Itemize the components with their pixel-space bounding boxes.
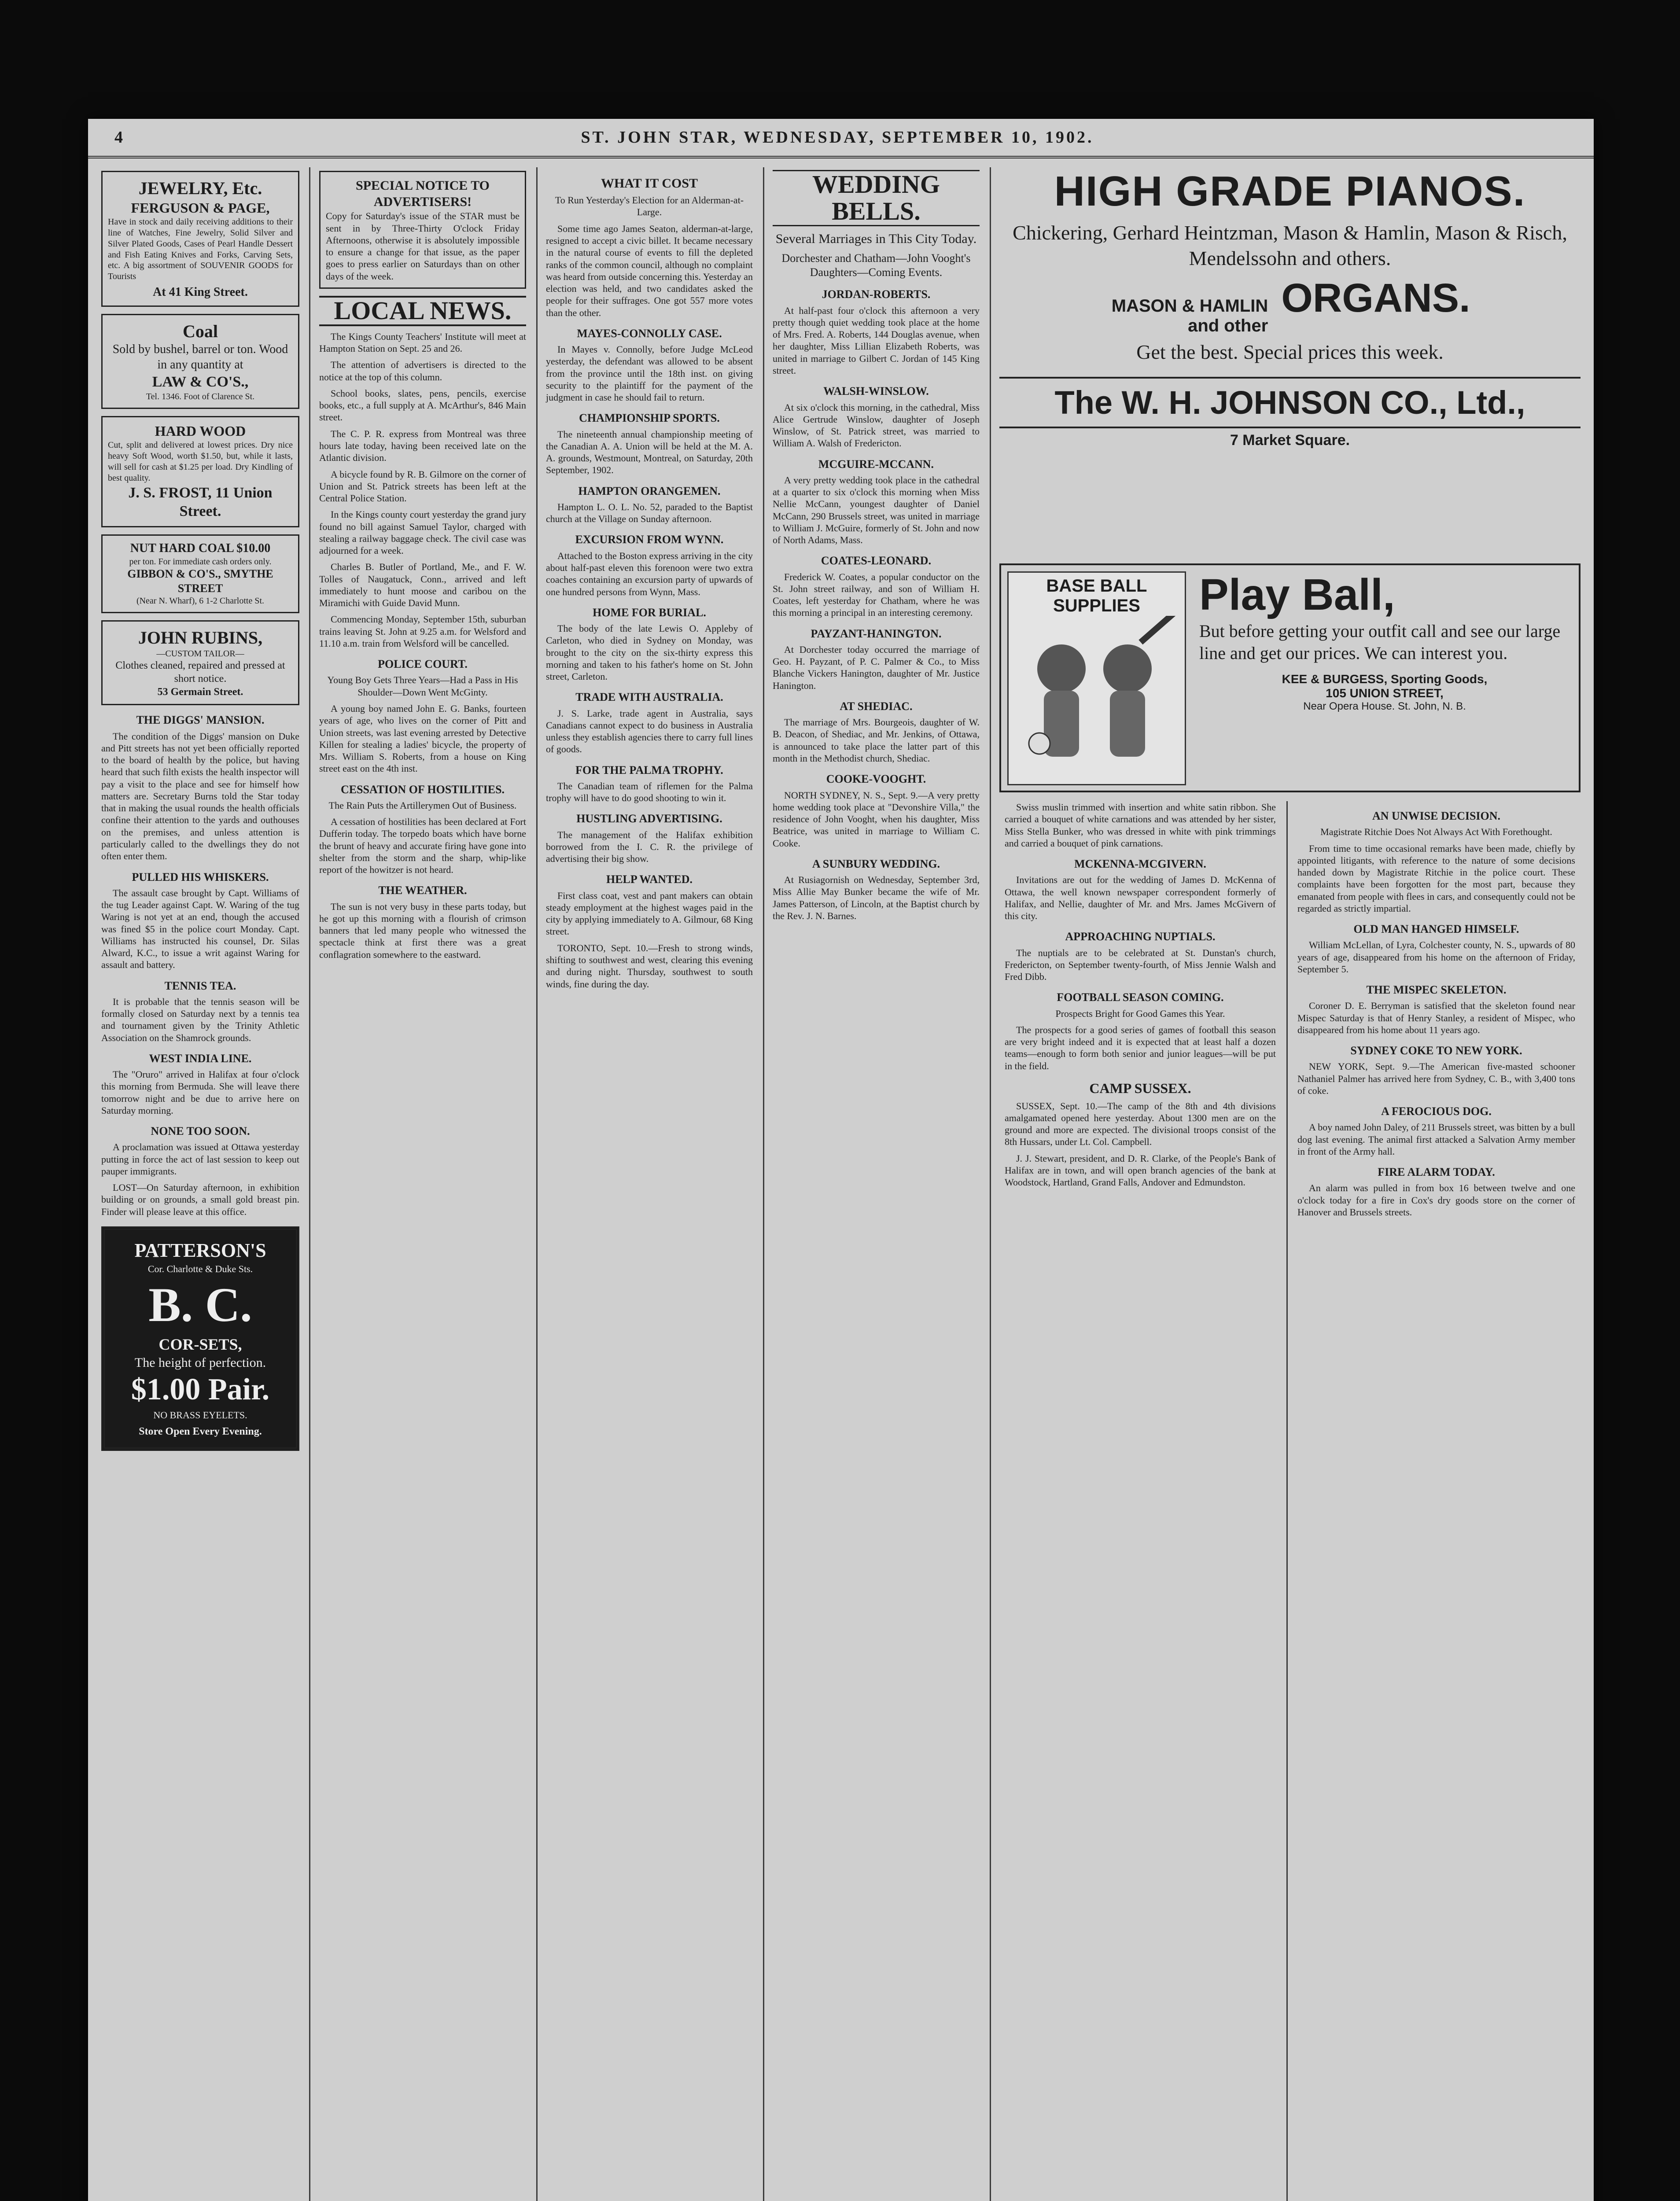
mason-hamlin-label: MASON & HAMLIN and other bbox=[1111, 296, 1268, 335]
burial-body: The body of the late Lewis O. Appleby of Carleton, who died in Sydney on Monday, was brought to the city on the six-thirty express this morning and taken to his father's home on St. John street, Carleton. bbox=[546, 623, 753, 682]
gibbon-address: (Near N. Wharf), 6 1-2 Charlotte St. bbox=[136, 596, 265, 606]
column-rule bbox=[309, 167, 310, 2201]
cost-heading: WHAT IT COST bbox=[601, 176, 698, 191]
nutcoal-body: per ton. For immediate cash orders only. bbox=[129, 556, 272, 567]
cooke-body: NORTH SYDNEY, N. S., Sept. 9.—A very pretty home wedding took place at "Devonshire Villa," the residence of John Vooght, when his daughter, Miss Beatrice, was united in marriage to William C. Cooke. bbox=[773, 789, 980, 849]
nonetoo-body: A proclamation was issued at Ottawa yesterday putting in force the act of last session to keep out pauper immigrants. bbox=[101, 1141, 299, 1177]
baseball-players-icon bbox=[1009, 616, 1181, 774]
coates-body: Frederick W. Coates, a popular conductor on the St. John street railway, and son of William H. Coates, left yesterday for Chatham, where he was this morning a principal in an interesting ceremony. bbox=[773, 571, 980, 618]
mcguire-heading: MCGUIRE-MCCANN. bbox=[818, 457, 934, 471]
excursion-heading: EXCURSION FROM WYNN. bbox=[575, 533, 724, 546]
burial-heading: HOME FOR BURIAL. bbox=[593, 606, 706, 619]
patterson-address: Cor. Charlotte & Duke Sts. bbox=[147, 1263, 253, 1274]
local-item: The Kings County Teachers' Institute will meet at Hampton Station on Sept. 25 and 26. bbox=[319, 331, 526, 354]
hardwood-heading: HARD WOOD bbox=[155, 423, 246, 439]
coal-ad bbox=[101, 314, 299, 409]
patterson-name: PATTERSON'S bbox=[134, 1240, 266, 1262]
coates-heading: COATES-LEONARD. bbox=[821, 554, 932, 567]
column-rule bbox=[536, 167, 538, 2201]
ferguson-body: Have in stock and daily receiving additions to their line of Watches, Fine Jewelry, Solid Silver and Silver Plated Goods, Cases of Pearl Handle Dessert and Fish Eating Knives and Forks, Carving Sets, etc. A big assortment of SOUVENIR GOODS for Tourists bbox=[108, 217, 293, 282]
ferguson-page-name: FERGUSON & PAGE, bbox=[131, 199, 270, 216]
sydney-heading: SYDNEY COKE TO NEW YORK. bbox=[1350, 1044, 1522, 1057]
hustling-body: The management of the Halifax exhibition borrowed from the I. C. R. the privilege of advertising their big show. bbox=[546, 829, 753, 865]
play-ball-heading: Play Ball, bbox=[1199, 570, 1395, 619]
trade-heading: TRADE WITH AUSTRALIA. bbox=[575, 691, 723, 704]
camp-heading: CAMP SUSSEX. bbox=[1089, 1080, 1191, 1096]
cessation-subheading: The Rain Puts the Artillerymen Out of Business. bbox=[328, 799, 517, 811]
hampton-heading: HAMPTON ORANGEMEN. bbox=[578, 484, 721, 497]
trade-body: J. S. Larke, trade agent in Australia, says Canadians cannot expect to do business in Australia unless they establish agencies there to carry full lines of goods. bbox=[546, 707, 753, 755]
palma-heading: FOR THE PALMA TROPHY. bbox=[575, 763, 723, 777]
kee-burgess-name: KEE & BURGESS, Sporting Goods, bbox=[1282, 672, 1488, 686]
baseball-ad bbox=[999, 563, 1581, 792]
column-rule bbox=[1286, 801, 1288, 2201]
toronto-forecast: TORONTO, Sept. 10.—Fresh to strong winds, shifting to southwest and west, clearing this evening and during night. Thursday, southwest to south winds, fine during the day. bbox=[546, 942, 753, 990]
champ-body: The nineteenth annual championship meeting of the Canadian A. A. Union will be held at the M. A. A. grounds, Westmount, Montreal, on Saturday, 20th September, 1902. bbox=[546, 428, 753, 476]
jordan-body: At half-past four o'clock this afternoon a very pretty though quiet wedding took place at the home of Mrs. Fred. A. Roberts, 144 Douglas avenue, when her daughter, Miss Lillian Elizabeth Roberts, was united in marriage to Gilbert C. Jordan of 145 King street. bbox=[773, 305, 980, 376]
nobrass-text: NO BRASS EYELETS. bbox=[153, 1409, 247, 1421]
help-body: First class coat, vest and pant makers can obtain steady employment at the highest wages paid in the city by applying immediately to A. Gilmour, 68 King street. bbox=[546, 890, 753, 937]
excursion-body: Attached to the Boston express arriving in the city about half-past eleven this forenoon were two extra coaches containing an excursion party of upwards of one hundred persons from Wynn, Mass. bbox=[546, 550, 753, 597]
gibbon-name: GIBBON & CO'S., SMYTHE STREET bbox=[127, 567, 273, 595]
hampton-body: Hampton L. O. L. No. 52, paraded to the Baptist church at the Village on Sunday afternoon. bbox=[546, 501, 753, 525]
local-item: School books, slates, pens, pencils, exercise books, etc., a full supply at A. McArthur's, 846 Main street. bbox=[319, 387, 526, 423]
rubins-body: Clothes cleaned, repaired and pressed at short notice. bbox=[115, 660, 285, 685]
walsh-body: At six o'clock this morning, in the cathedral, Miss Alice Gertrude Winslow, daughter of Joseph Winslow, of St. Patrick street, was married to William A. Walsh of Fredericton. bbox=[773, 401, 980, 449]
local-news-heading: LOCAL NEWS. bbox=[319, 296, 526, 326]
jewelry-ad bbox=[101, 171, 299, 307]
law-co-name: LAW & CO'S., bbox=[152, 373, 249, 390]
column-3 bbox=[542, 167, 757, 2201]
weather-heading: THE WEATHER. bbox=[378, 884, 467, 897]
organs-heading: ORGANS. bbox=[1281, 276, 1470, 320]
mckenna-heading: MCKENNA-MCGIVERN. bbox=[1074, 858, 1206, 871]
wedding-subheading-2: Dorchester and Chatham—John Vooght's Daughters—Coming Events. bbox=[781, 251, 971, 279]
wedding-subheading: Several Marriages in This City Today. bbox=[775, 231, 977, 246]
sunbury-heading: A SUNBURY WEDDING. bbox=[812, 857, 940, 870]
wedding-continued: Swiss muslin trimmed with insertion and white satin ribbon. She carried a bouquet of white carnations and was attended by her sister, Miss Stella Bunker, who was dressed in white with pink trimmings and carried a bouquet of pink carnations. bbox=[1005, 802, 1276, 849]
whiskers-heading: PULLED HIS WHISKERS. bbox=[132, 870, 269, 883]
kee-burgess-address: 105 UNION STREET, bbox=[1326, 686, 1444, 700]
diggs-body: The condition of the Diggs' mansion on Duke and Pitt streets has not yet been officially reported to the board of health by the police, but having heard that such filth exists the health inspector will pay a visit to the place and see for himself how matters are. Secretary Burns told the Star today that in making the usual rounds the health officials confine their attention to the yards and outhouses on the premises, and unless attention is particularly called to the dwellings they do not often enter them. bbox=[101, 730, 299, 862]
westindia-heading: WEST INDIA LINE. bbox=[149, 1052, 252, 1065]
baseball-illustration bbox=[1007, 571, 1186, 785]
cessation-body: A cessation of hostilities has been declared at Fort Dufferin today. The torpedo boats which have borne the brunt of heavy and accurate firing have gone into shelter from the storm and the sharp, whip-like report of the howitzer is not heard. bbox=[319, 816, 526, 876]
police-body: A young boy named John E. G. Banks, fourteen years of age, who lives on the corner of Pitt and Union streets, was last evening arrested by Detective Killen for stealing a ladies' bicycle, the property of Mrs. William S. Roberts, from a house on King street east on the 4th inst. bbox=[319, 703, 526, 774]
newspaper-page bbox=[88, 119, 1594, 2201]
football-subheading: Prospects Bright for Good Games this Year. bbox=[1055, 1008, 1225, 1019]
champ-heading: CHAMPIONSHIP SPORTS. bbox=[579, 412, 720, 425]
weather-body: The sun is not very busy in these parts today, but he got up this morning with a flourish of crimson banners that led many people who witnessed the spectacle think at first there was a great conflagration somewhere to the eastward. bbox=[319, 901, 526, 960]
coal-body: Sold by bushel, barrel or ton. Wood in any quantity at bbox=[112, 342, 288, 372]
ferguson-address: At 41 King Street. bbox=[153, 285, 248, 299]
payzant-heading: PAYZANT-HANINGTON. bbox=[811, 627, 942, 640]
store-hours: Store Open Every Evening. bbox=[139, 1426, 262, 1438]
patterson-ad bbox=[101, 1226, 299, 1451]
frost-name: J. S. FROST, 11 Union Street. bbox=[128, 484, 273, 519]
approaching-heading: APPROACHING NUPTIALS. bbox=[1065, 930, 1216, 943]
notice-heading: SPECIAL NOTICE TO ADVERTISERS! bbox=[356, 178, 490, 210]
mispec-body: Coroner D. E. Berryman is satisfied that the skeleton found near Mispec Saturday is that of Henry Stanley, a resident of Mispec, who disappeared from his home about 11 years ago. bbox=[1297, 1000, 1575, 1035]
nonetoo-heading: NONE TOO SOON. bbox=[151, 1125, 250, 1138]
baseball-supplies-label: BASE BALL SUPPLIES bbox=[1046, 576, 1147, 615]
westindia-body: The "Oruro" arrived in Halifax at four o'clock this morning from Bermuda. She will leave there tomorrow night and be due to arrive here on Saturday morning. bbox=[101, 1069, 299, 1116]
shediac-body: The marriage of Mrs. Bourgeois, daughter of W. B. Deacon, of Shediac, and Mr. Jenkins, of Ottawa, is announced to take place the latter part of this month in the Methodist church, Shediac. bbox=[773, 717, 980, 764]
paper-dateline: ST. JOHN STAR, WEDNESDAY, SEPTEMBER 10, 1902. bbox=[581, 128, 1094, 147]
pianos-ad bbox=[999, 167, 1581, 449]
unwise-body: From time to time occasional remarks have been made, chiefly by appointed litigants, with reference to the nature of some decisions handed down by Magistrate Ritchie in the police court. These complaints have been forgotten for the most part, because they emanated from people with flees in cars, and consequently could not be regarded as strictly impartial. bbox=[1297, 843, 1575, 914]
column-5 bbox=[999, 801, 1281, 2201]
pianos-heading: HIGH GRADE PIANOS. bbox=[1054, 168, 1526, 215]
tennis-body: It is probable that the tennis season will be formally closed on Saturday next by a tennis tea and tournament given by the Trinity Athletic Association on the Shamrock grounds. bbox=[101, 996, 299, 1043]
payzant-body: At Dorchester today occurred the marriage of Geo. H. Payzant, of P. C. Palmer & Co., to Miss Blanche Vickers Hanington, daughter of Mr. Justice Hanington. bbox=[773, 644, 980, 691]
local-item: Charles B. Butler of Portland, Me., and F. W. Tolles of Naugatuck, Conn., arrived and left immediately to hunt moose and caribou on the Miramichi with Guide David Munn. bbox=[319, 561, 526, 609]
local-item: Commencing Monday, September 15th, suburban trains leaving St. John at 9.25 a.m. for Welsford and 11.10 a.m. train from Welsford will be cancelled. bbox=[319, 614, 526, 649]
cost-subheading: To Run Yesterday's Election for an Alderman-at-Large. bbox=[555, 195, 744, 218]
rubins-ad bbox=[101, 620, 299, 706]
hardwood-body: Cut, split and delivered at lowest prices. Dry nice heavy Soft Wood, worth $1.50, but, while it lasts, will sell for cash at $1.25 per load. Dry Kindling of best quality. bbox=[108, 440, 293, 483]
johnson-address: 7 Market Square. bbox=[1230, 432, 1350, 449]
hustling-heading: HUSTLING ADVERTISING. bbox=[576, 812, 722, 825]
cost-body: Some time ago James Seaton, alderman-at-large, resigned to accept a civic billet. It became necessary in the natural course of events to fill the depleted ranks of the common council, although no complaint was heard from outside concerning this. Yesterday an election was held, and two candidates asked the people for their suffrages. One got 557 more votes than the other. bbox=[546, 223, 753, 318]
tennis-heading: TENNIS TEA. bbox=[164, 979, 236, 992]
baseball-text bbox=[1199, 570, 1570, 713]
hardwood-ad bbox=[101, 416, 299, 527]
police-heading: POLICE COURT. bbox=[378, 658, 468, 671]
oldman-body: William McLellan, of Lyra, Colchester county, N. S., upwards of 80 years of age, disappeared from his home on the afternoon of Friday, September 5. bbox=[1297, 939, 1575, 975]
pianos-prices: Get the best. Special prices this week. bbox=[1136, 341, 1444, 363]
bc-heading: B. C. bbox=[148, 1277, 252, 1332]
coal-heading: Coal bbox=[183, 321, 218, 341]
law-co-address: Tel. 1346. Foot of Clarence St. bbox=[146, 391, 255, 401]
shediac-heading: AT SHEDIAC. bbox=[840, 699, 913, 713]
walsh-heading: WALSH-WINSLOW. bbox=[823, 385, 929, 398]
whiskers-body: The assault case brought by Capt. Williams of the tug Leader against Capt. W. Waring of the tug Waring is not yet at an end, though the accused was fined $5 in the police court Monday. Capt. Williams has instructed his counsel, Dr. Silas Alward, K.C., to issue a writ against Waring for assault and battery. bbox=[101, 887, 299, 971]
help-heading: HELP WANTED. bbox=[606, 873, 693, 886]
perfection-text: The height of perfection. bbox=[134, 1355, 266, 1370]
ferocious-body: A boy named John Daley, of 211 Brussels street, was bitten by a bull dog last evening. The animal first attacked a Salvation Army member in front of the Army hall. bbox=[1297, 1122, 1575, 1157]
jewelry-heading: JEWELRY, Etc. bbox=[138, 178, 262, 198]
cessation-heading: CESSATION OF HOSTILITIES. bbox=[340, 783, 505, 796]
rubins-subtitle: —CUSTOM TAILOR— bbox=[156, 649, 244, 659]
price-label: $1.00 Pair. bbox=[131, 1373, 270, 1407]
pianos-makers: Chickering, Gerhard Heintzman, Mason & Hamlin, Mason & Risch, Mendelssohn and others. bbox=[1013, 221, 1567, 269]
column-rule bbox=[763, 167, 764, 2201]
cooke-heading: COOKE-VOOGHT. bbox=[826, 773, 926, 786]
oldman-heading: OLD MAN HANGED HIMSELF. bbox=[1353, 923, 1519, 936]
local-item: In the Kings county court yesterday the grand jury found no bill against Samuel Taylor, charged with stealing a railway baggage check. The civil case was adjourned for a week. bbox=[319, 509, 526, 556]
column-4 bbox=[768, 167, 984, 2201]
palma-body: The Canadian team of riflemen for the Palma trophy will have to do good shooting to win it. bbox=[546, 780, 753, 804]
firealarm-heading: FIRE ALARM TODAY. bbox=[1378, 1166, 1495, 1179]
johnson-name: The W. H. JOHNSON CO., Ltd., bbox=[999, 377, 1581, 428]
jordan-heading: JORDAN-ROBERTS. bbox=[822, 288, 931, 301]
mckenna-body: Invitations are out for the wedding of James D. McKenna of Ottawa, the well known newspaper correspondent formerly of Halifax, and Nellie, daughter of Mr. and Mrs. James McGivern of this city. bbox=[1005, 874, 1276, 922]
wedding-heading: WEDDING BELLS. bbox=[773, 170, 980, 226]
football-body: The prospects for a good series of games of football this season are very bright indeed and it is expected that at least half a dozen teams—enough to form both senior and junior leagues—will be put in the field. bbox=[1005, 1024, 1276, 1071]
masthead bbox=[88, 119, 1594, 158]
baseball-body: But before getting your outfit call and see our large line and get our prices. We can interest you. bbox=[1199, 621, 1561, 663]
mispec-heading: THE MISPEC SKELETON. bbox=[1366, 983, 1507, 997]
mayes-body: In Mayes v. Connolly, before Judge McLeod yesterday, the defendant was allowed to be absent from the province until the 18th inst. on giving security to the plaintiff for the payment of the judgment in case he should fail to return. bbox=[546, 344, 753, 403]
mayes-heading: MAYES-CONNOLLY CASE. bbox=[577, 327, 722, 340]
unwise-subheading: Magistrate Ritchie Does Not Always Act With Forethought. bbox=[1320, 826, 1552, 838]
football-heading: FOOTBALL SEASON COMING. bbox=[1057, 991, 1224, 1004]
special-notice bbox=[319, 171, 526, 289]
nutcoal-ad bbox=[101, 534, 299, 613]
police-subheading: Young Boy Gets Three Years—Had a Pass in His Shoulder—Down Went McGinty. bbox=[327, 674, 518, 698]
firealarm-body: An alarm was pulled in from box 16 between twelve and one o'clock today for a fire in Cox's dry goods store on the corner of Hanover and Brussels streets. bbox=[1297, 1182, 1575, 1218]
ferocious-heading: A FEROCIOUS DOG. bbox=[1381, 1105, 1492, 1118]
sydney-body: NEW YORK, Sept. 9.—The American five-masted schooner Nathaniel Palmer has arrived here from Sydney, C. B., with 3,400 tons of coke. bbox=[1297, 1061, 1575, 1096]
lost-notice: LOST—On Saturday afternoon, in exhibition building or on grounds, a small gold breast pin. Finder will please leave at this office. bbox=[101, 1182, 299, 1217]
stewart-body: J. J. Stewart, president, and D. R. Clarke, of the People's Bank of Halifax are in town, and will open branch agencies of the bank at Woodstock, Hartland, Grand Falls, Andover and Edmundston. bbox=[1005, 1152, 1276, 1188]
column-1 bbox=[97, 167, 304, 2201]
column-6 bbox=[1292, 801, 1581, 2201]
kee-burgess-location: Near Opera House. St. John, N. B. bbox=[1303, 700, 1466, 712]
nutcoal-heading: NUT HARD COAL $10.00 bbox=[130, 541, 271, 555]
mcguire-body: A very pretty wedding took place in the cathedral at a quarter to six o'clock this morning when Miss Nellie McCann, youngest daughter of Daniel McCann, 290 Brussels street, was united in marriage to William J. McGuire, formerly of St. John and now of North Adams, Mass. bbox=[773, 474, 980, 546]
column-2 bbox=[315, 167, 531, 2201]
column-rule bbox=[990, 167, 991, 2201]
local-item: The attention of advertisers is directed to the notice at the top of this column. bbox=[319, 359, 526, 383]
approaching-body: The nuptials are to be celebrated at St. Dunstan's church, Fredericton, on September twenty-fourth, of Miss Jennie Walsh and Fred Dibb. bbox=[1005, 947, 1276, 983]
camp-body: SUSSEX, Sept. 10.—The camp of the 8th and 4th divisions amalgamated opened here yesterday. About 1300 men are on the ground and more are expected. The divisional troops consist of the 8th Hussars, under Lt. Col. Campbell. bbox=[1005, 1100, 1276, 1148]
diggs-heading: THE DIGGS' MANSION. bbox=[136, 714, 265, 727]
local-item: The C. P. R. express from Montreal was three hours late today, having been received late on the Atlantic division. bbox=[319, 428, 526, 464]
notice-body: Copy for Saturday's issue of the STAR must be sent in by Three-Thirty O'clock Friday Afternoons, otherwise it is absolutely impossible to ensure a change for that issue, as the paper goes to press earlier on Saturdays than on other days of the week. bbox=[326, 210, 519, 282]
local-item: A bicycle found by R. B. Gilmore on the corner of Union and St. Patrick streets has been left at the Central Police Station. bbox=[319, 468, 526, 504]
unwise-heading: AN UNWISE DECISION. bbox=[1372, 810, 1501, 822]
corsets-label: COR-SETS, bbox=[158, 1336, 242, 1354]
rubins-name: JOHN RUBINS, bbox=[138, 627, 263, 648]
sunbury-body: At Rusiagornish on Wednesday, September 3rd, Miss Allie May Bunker became the wife of Mr. James Patterson, of Lincoln, at the Baptist church by the Rev. J. N. Barnes. bbox=[773, 874, 980, 921]
page-number: 4 bbox=[114, 128, 125, 147]
rubins-address: 53 Germain Street. bbox=[157, 686, 243, 698]
